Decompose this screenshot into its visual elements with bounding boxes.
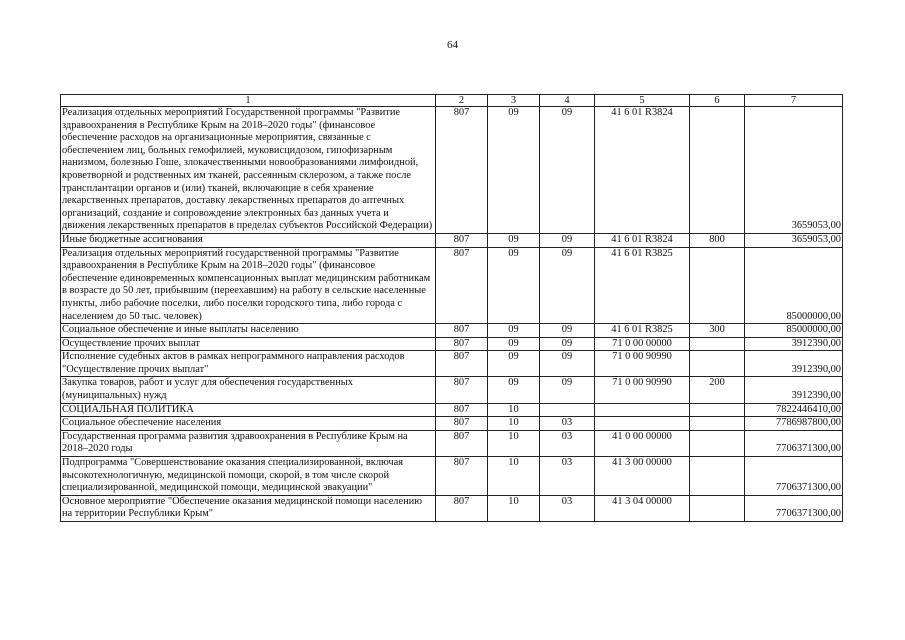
- row-col-5: 41 0 00 00000: [595, 430, 690, 456]
- table-row: [61, 457, 843, 496]
- row-name: Основное мероприятие "Обеспечение оказания медицинской помощи населению на территории Республики Крым": [61, 495, 436, 521]
- row-name: Осуществление прочих выплат: [61, 337, 436, 351]
- row-col-5: 41 3 04 00000: [595, 495, 690, 521]
- row-col-4: 09: [540, 377, 595, 403]
- page-number: 64: [447, 39, 458, 51]
- row-col-6: [690, 107, 745, 234]
- row-col-6: [690, 403, 745, 417]
- header-col-2: 2: [436, 95, 488, 107]
- row-col-4: 03: [540, 417, 595, 431]
- row-col-5: 41 6 01 R3824: [595, 233, 690, 247]
- row-col-5: 41 6 01 R3824: [595, 107, 690, 234]
- table-row: [61, 233, 843, 247]
- row-col-3: 09: [488, 233, 540, 247]
- row-col-6: [690, 495, 745, 521]
- row-col-2: 807: [436, 107, 488, 234]
- row-col-4: 09: [540, 337, 595, 351]
- row-col-2: 807: [436, 377, 488, 403]
- row-amount: 7822446410,00: [745, 403, 843, 417]
- row-col-3: 10: [488, 495, 540, 521]
- header-col-4: 4: [540, 95, 595, 107]
- row-amount: 85000000,00: [745, 324, 843, 338]
- row-col-2: 807: [436, 403, 488, 417]
- row-col-2: 807: [436, 495, 488, 521]
- row-col-6: [690, 247, 745, 324]
- table-row: [61, 107, 843, 234]
- row-col-6: 300: [690, 324, 745, 338]
- row-name: Реализация отдельных мероприятий Государственной программы "Развитие здравоохранения в Республике Крым на 2018–2020 годы" (финансовое обеспечение расходов на организационные мероприятия, связанные с обеспечением лиц, больных гемофилией, муковисцидозом, гипофизарным нанизмом, болезнью Гоше, злокачественными новообразованиями лимфоидной, кроветворной и родственных им тканей, рассеянным склерозом, а также после трансплантации органов и (или) тканей, включающие в себя хранение лекарственных препаратов, доставку лекарственных препаратов до аптечных организаций, создание и сопровождение электронных баз данных учета и движения лекарственных препаратов в пределах субъектов Российской Федерации): [61, 107, 436, 234]
- row-amount: 7706371300,00: [745, 457, 843, 496]
- row-col-2: 807: [436, 247, 488, 324]
- row-col-4: 09: [540, 351, 595, 377]
- row-col-2: 807: [436, 430, 488, 456]
- row-col-5: 71 0 00 90990: [595, 351, 690, 377]
- row-col-2: 807: [436, 417, 488, 431]
- row-col-6: 200: [690, 377, 745, 403]
- table-row: [61, 324, 843, 338]
- row-col-3: 09: [488, 324, 540, 338]
- header-col-7: 7: [745, 95, 843, 107]
- row-col-4: 09: [540, 107, 595, 234]
- row-col-4: 09: [540, 324, 595, 338]
- row-col-3: 09: [488, 247, 540, 324]
- row-col-5: 71 0 00 90990: [595, 377, 690, 403]
- header-col-5: 5: [595, 95, 690, 107]
- row-col-2: 807: [436, 324, 488, 338]
- row-amount: 7706371300,00: [745, 495, 843, 521]
- row-col-3: 10: [488, 430, 540, 456]
- row-col-5: 41 6 01 R3825: [595, 247, 690, 324]
- row-name: Иные бюджетные ассигнования: [61, 233, 436, 247]
- row-name: Подпрограмма "Совершенствование оказания специализированной, включая высокотехнологичную, медицинской помощи, скорой, в том числе скорой специализированной, медицинской помощи, медицинской эвакуации": [61, 457, 436, 496]
- row-col-6: [690, 351, 745, 377]
- row-col-5: [595, 403, 690, 417]
- row-name: Социальное обеспечение населения: [61, 417, 436, 431]
- row-amount: 85000000,00: [745, 247, 843, 324]
- row-name: Государственная программа развития здравоохранения в Республике Крым на 2018–2020 годы: [61, 430, 436, 456]
- row-name: Социальное обеспечение и иные выплаты населению: [61, 324, 436, 338]
- table-row: [61, 430, 843, 456]
- row-col-4: 09: [540, 233, 595, 247]
- row-name: Исполнение судебных актов в рамках непрограммного направления расходов "Осуществление прочих выплат": [61, 351, 436, 377]
- row-amount: 3912390,00: [745, 351, 843, 377]
- header-col-3: 3: [488, 95, 540, 107]
- header-col-1: 1: [61, 95, 436, 107]
- row-col-5: [595, 417, 690, 431]
- table-row: [61, 247, 843, 324]
- row-amount: 7706371300,00: [745, 430, 843, 456]
- row-amount: 7786987800,00: [745, 417, 843, 431]
- row-amount: 3912390,00: [745, 377, 843, 403]
- row-col-4: [540, 403, 595, 417]
- row-col-4: 03: [540, 457, 595, 496]
- header-row: [61, 95, 843, 107]
- row-col-2: 807: [436, 351, 488, 377]
- row-col-3: 10: [488, 417, 540, 431]
- row-col-5: 71 0 00 00000: [595, 337, 690, 351]
- row-col-2: 807: [436, 337, 488, 351]
- row-name: Реализация отдельных мероприятий государственной программы "Развитие здравоохранения в Республике Крым на 2018–2020 годы" (финансовое обеспечение единовременных компенсационных выплат медицинским работникам в возрасте до 50 лет, прибывшим (переехавшим) на работу в сельские населенные пункты, либо рабочие поселки, либо поселки городского типа, либо города с населением до 50 тыс. человек): [61, 247, 436, 324]
- row-col-6: [690, 337, 745, 351]
- row-col-4: 03: [540, 430, 595, 456]
- row-col-4: 09: [540, 247, 595, 324]
- row-col-3: 10: [488, 457, 540, 496]
- row-col-6: 800: [690, 233, 745, 247]
- row-amount: 3659053,00: [745, 107, 843, 234]
- table-row: [61, 351, 843, 377]
- row-col-3: 09: [488, 107, 540, 234]
- row-col-3: 09: [488, 377, 540, 403]
- row-col-3: 09: [488, 351, 540, 377]
- row-col-6: [690, 457, 745, 496]
- table-row: [61, 495, 843, 521]
- row-name: Закупка товаров, работ и услуг для обеспечения государственных (муниципальных) нужд: [61, 377, 436, 403]
- row-amount: 3912390,00: [745, 337, 843, 351]
- row-col-3: 10: [488, 403, 540, 417]
- table-row: [61, 337, 843, 351]
- row-amount: 3659053,00: [745, 233, 843, 247]
- row-col-6: [690, 430, 745, 456]
- table-row: [61, 403, 843, 417]
- row-col-5: 41 6 01 R3825: [595, 324, 690, 338]
- budget-table: [60, 94, 843, 522]
- table-row: [61, 417, 843, 431]
- row-col-2: 807: [436, 457, 488, 496]
- row-col-6: [690, 417, 745, 431]
- header-col-6: 6: [690, 95, 745, 107]
- table-row: [61, 377, 843, 403]
- row-col-3: 09: [488, 337, 540, 351]
- row-col-5: 41 3 00 00000: [595, 457, 690, 496]
- row-col-4: 03: [540, 495, 595, 521]
- row-name: СОЦИАЛЬНАЯ ПОЛИТИКА: [61, 403, 436, 417]
- row-col-2: 807: [436, 233, 488, 247]
